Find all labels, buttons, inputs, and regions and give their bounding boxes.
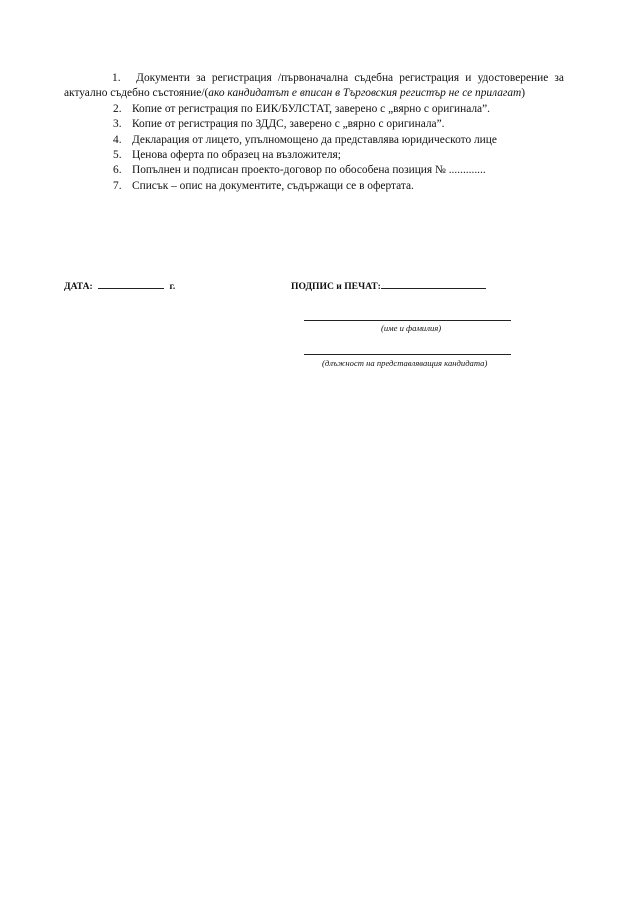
item-text: Ценова оферта по образец на възложителя;: [132, 149, 341, 162]
list-item: [64, 117, 564, 132]
item-text: Документи за регистрация /първоначална съдебна регистрация и удостоверение за актуално съдебно състояние/(: [64, 72, 564, 100]
name-caption: (име и фамилия): [381, 323, 442, 333]
list-item: [64, 179, 564, 194]
item-text: Декларация от лицето, упълномощено да представлява юридическото лице: [132, 133, 497, 146]
item-number: 4.: [113, 133, 122, 146]
list-item: [64, 133, 564, 148]
list-item: [64, 102, 564, 117]
signature-field: [291, 279, 486, 292]
date-suffix: г.: [169, 281, 176, 292]
item-text: Копие от регистрация по ЗДДС, заверено с „вярно с оригинала”.: [132, 118, 445, 131]
item-text: Попълнен и подписан проекто-договор по обособена позиция № .............: [132, 164, 486, 177]
list-item: [64, 71, 564, 102]
item-number: 5.: [113, 149, 122, 162]
date-blank-line: [98, 279, 164, 289]
item-number: 7.: [113, 179, 122, 192]
item-text-end: ): [521, 87, 526, 100]
item-number: 3.: [113, 118, 122, 131]
item-number: 2.: [113, 102, 122, 115]
date-field: [64, 279, 175, 292]
item-number: 6.: [113, 164, 122, 177]
position-caption: (длъжност на представляващия кандидата): [322, 358, 488, 368]
documents-list: [64, 71, 564, 194]
signature-blank-line: [381, 279, 486, 289]
signature-label: ПОДПИС и ПЕЧАТ:: [291, 281, 381, 292]
item-text: Списък – опис на документите, съдържащи се в офертата.: [132, 179, 414, 192]
name-blank-line: [304, 320, 511, 321]
item-text: Копие от регистрация по ЕИК/БУЛСТАТ, заверено с „вярно с оригинала”.: [132, 102, 490, 115]
date-label: ДАТА:: [64, 281, 93, 292]
list-item: [64, 163, 564, 178]
list-item: [64, 148, 564, 163]
item-note-italic: ако кандидатът е вписан в Търговския регистър не се прилагат: [208, 87, 522, 100]
item-number: 1.: [112, 72, 121, 84]
position-blank-line: [304, 354, 511, 355]
